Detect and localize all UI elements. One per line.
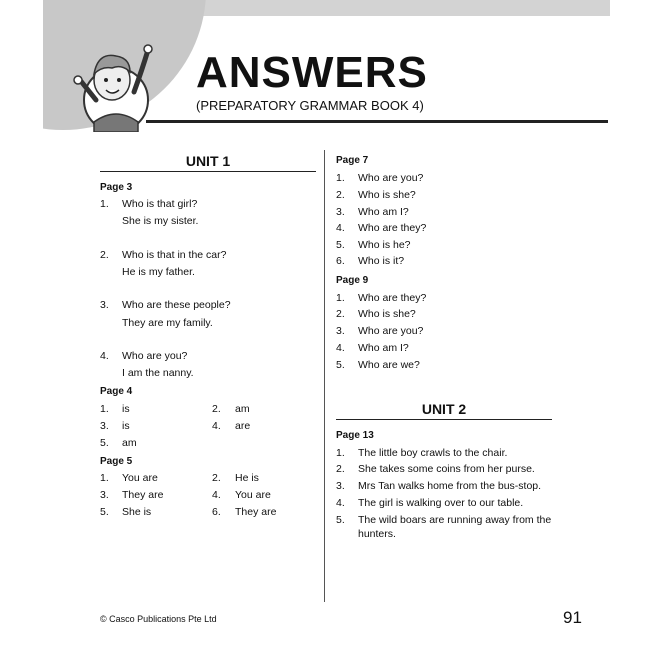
page7-item-number: 1. xyxy=(336,172,345,184)
page5-item-number: 3. xyxy=(100,489,109,501)
page3-question: Who are these people? xyxy=(122,299,231,311)
page7-answer: Who is he? xyxy=(358,239,411,251)
page13-answer: The girl is walking over to our table. xyxy=(358,497,524,509)
page7-answer: Who is she? xyxy=(358,189,416,201)
page7-item-number: 5. xyxy=(336,239,345,251)
page13-answer-continued: hunters. xyxy=(358,528,396,540)
page13-answer: She takes some coins from her purse. xyxy=(358,463,535,475)
page5-answer: They are xyxy=(235,506,277,518)
page3-question: Who is that girl? xyxy=(122,198,198,210)
page9-answer: Who are we? xyxy=(358,359,420,371)
page3-question: Who is that in the car? xyxy=(122,249,227,261)
page3-label: Page 3 xyxy=(100,182,133,193)
page5-item-number: 5. xyxy=(100,506,109,518)
page5-answer: You are xyxy=(122,472,158,484)
page3-item-number: 4. xyxy=(100,350,109,362)
page9-answer: Who is she? xyxy=(358,308,416,320)
page4-answer: am xyxy=(235,403,250,415)
page5-item-number: 4. xyxy=(212,489,221,501)
page9-answer: Who am I? xyxy=(358,342,409,354)
page9-item-number: 2. xyxy=(336,308,345,320)
page3-answer: He is my father. xyxy=(122,266,195,278)
page4-answer: is xyxy=(122,420,130,432)
page7-item-number: 2. xyxy=(336,189,345,201)
page5-answer: You are xyxy=(235,489,271,501)
unit1-heading: UNIT 1 xyxy=(185,153,231,169)
page3-question: Who are you? xyxy=(122,350,188,362)
page4-item-number: 2. xyxy=(212,403,221,415)
page4-item-number: 4. xyxy=(212,420,221,432)
page5-item-number: 2. xyxy=(212,472,221,484)
page13-item-number: 3. xyxy=(336,480,345,492)
page5-item-number: 6. xyxy=(212,506,221,518)
page3-answer: I am the nanny. xyxy=(122,367,194,379)
page13-item-number: 5. xyxy=(336,514,345,526)
top-bar xyxy=(200,0,610,16)
page7-answer: Who are you? xyxy=(358,172,424,184)
page-title: ANSWERS xyxy=(196,48,428,97)
page3-item-number: 1. xyxy=(100,198,109,210)
unit1-heading-rule xyxy=(100,171,316,172)
unit2-heading-rule xyxy=(336,419,552,420)
page5-answer: They are xyxy=(122,489,164,501)
page9-answer: Who are they? xyxy=(358,292,427,304)
page7-item-number: 4. xyxy=(336,222,345,234)
page9-answer: Who are you? xyxy=(358,325,424,337)
copyright-notice: © Casco Publications Pte Ltd xyxy=(100,614,217,624)
page13-answer: The wild boars are running away from the xyxy=(358,514,552,526)
page13-label: Page 13 xyxy=(336,430,374,441)
page4-answer: is xyxy=(122,403,130,415)
page5-answer: He is xyxy=(235,472,259,484)
page7-answer: Who is it? xyxy=(358,255,405,267)
column-divider xyxy=(324,150,325,602)
page3-item-number: 3. xyxy=(100,299,109,311)
page9-item-number: 3. xyxy=(336,325,345,337)
page13-item-number: 2. xyxy=(336,463,345,475)
page9-item-number: 5. xyxy=(336,359,345,371)
page-subtitle: (PREPARATORY GRAMMAR BOOK 4) xyxy=(196,98,424,113)
margin-cover xyxy=(0,0,43,140)
page3-answer: She is my sister. xyxy=(122,215,199,227)
page7-label: Page 7 xyxy=(336,155,369,166)
page13-item-number: 4. xyxy=(336,497,345,509)
page7-answer: Who are they? xyxy=(358,222,427,234)
page13-answer: Mrs Tan walks home from the bus-stop. xyxy=(358,480,542,492)
page4-label: Page 4 xyxy=(100,386,133,397)
page9-item-number: 4. xyxy=(336,342,345,354)
title-divider xyxy=(146,120,608,123)
page4-answer: are xyxy=(235,420,251,432)
page4-item-number: 3. xyxy=(100,420,109,432)
page4-item-number: 5. xyxy=(100,437,109,449)
page9-label: Page 9 xyxy=(336,275,369,286)
page3-item-number: 2. xyxy=(100,249,109,261)
page13-item-number: 1. xyxy=(336,447,345,459)
page5-item-number: 1. xyxy=(100,472,109,484)
page13-answer: The little boy crawls to the chair. xyxy=(358,447,508,459)
page-number: 91 xyxy=(563,608,582,627)
unit2-heading: UNIT 2 xyxy=(421,401,467,417)
page4-answer: am xyxy=(122,437,137,449)
page5-answer: She is xyxy=(122,506,152,518)
boy-mascot-illustration xyxy=(72,40,160,132)
page5-label: Page 5 xyxy=(100,456,133,467)
page7-item-number: 3. xyxy=(336,206,345,218)
page7-answer: Who am I? xyxy=(358,206,409,218)
page7-item-number: 6. xyxy=(336,255,345,267)
page9-item-number: 1. xyxy=(336,292,345,304)
page4-item-number: 1. xyxy=(100,403,109,415)
page3-answer: They are my family. xyxy=(122,317,213,329)
